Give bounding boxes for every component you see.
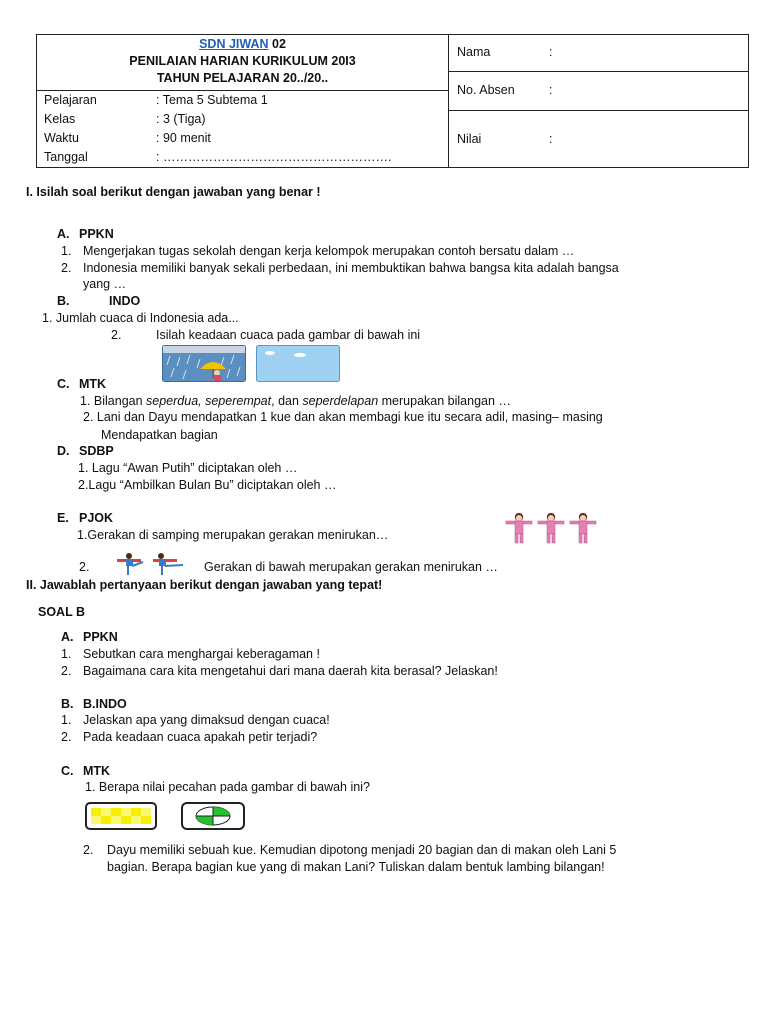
fraction-checker-image (85, 802, 157, 830)
part2-heading: II. Jawablah pertanyaan berikut dengan jawaban yang tepat! (26, 578, 383, 592)
rain-weather-image (162, 345, 246, 382)
p2-sec-a-title: PPKN (83, 630, 118, 644)
info-label-pelajaran: Pelajaran (44, 93, 97, 107)
fraction-circle-image (181, 802, 245, 830)
p2-c-q2-line2: bagian. Berapa bagian kue yang di makan Lani? Tuliskan dalam bentuk lambing bilangan! (107, 860, 605, 874)
b-q2-num: 2. (111, 328, 122, 342)
info-value-waktu: : 90 menit (156, 131, 211, 145)
no-absen-label: No. Absen (457, 83, 515, 97)
p2-b-q1: Jelaskan apa yang dimaksud dengan cuaca! (83, 713, 330, 727)
c-q2-line1: 2. Lani dan Dayu mendapatkan 1 kue dan akan membagi kue itu secara adil, masing– masing (83, 410, 603, 424)
c-q1: 1. Bilangan seperdua, seperempat, dan seperdelapan merupakan bilangan … (80, 394, 511, 408)
e-q2-num: 2. (79, 560, 90, 574)
info-label-waktu: Waktu (44, 131, 79, 145)
header-right-cell (449, 35, 749, 168)
nama-label: Nama (457, 45, 491, 59)
part1-heading: I. Isilah soal berikut dengan jawaban yang benar ! (26, 185, 321, 199)
c-q2-line2: Mendapatkan bagian (101, 428, 218, 442)
sec-a-label: A. (57, 227, 70, 241)
p2-sec-c-title: MTK (83, 764, 111, 778)
p2-a-q2: Bagaimana cara kita mengetahui dari mana daerah kita berasal? Jelaskan! (83, 664, 498, 678)
a-q2-line1: Indonesia memiliki banyak sekali perbedaan, ini membuktikan bahwa bangsa kita adalah bangsa (83, 261, 619, 275)
balance-pose-figures-image (113, 548, 189, 576)
p2-sec-a-label: A. (61, 630, 74, 644)
nama-colon: : (549, 45, 553, 59)
p2-sec-b-title: B.INDO (83, 697, 127, 711)
sec-c-title: MTK (79, 377, 107, 391)
school-number: 02 (268, 37, 286, 51)
e-q1: 1.Gerakan di samping merupakan gerakan menirukan… (77, 528, 389, 542)
school-link[interactable]: SDN JIWAN (199, 37, 269, 51)
a-q1: Mengerjakan tugas sekolah dengan kerja kelompok merupakan contoh bersatu dalam … (83, 244, 575, 258)
p2-sec-b-label: B. (61, 697, 74, 711)
info-value-pelajaran: : Tema 5 Subtema 1 (156, 93, 268, 107)
sec-e-title: PJOK (79, 511, 114, 525)
header-title-cell (37, 35, 449, 91)
a-q1-num: 1. (61, 244, 72, 258)
b-q1: 1. Jumlah cuaca di Indonesia ada... (42, 311, 239, 325)
sec-b-title: INDO (109, 294, 141, 308)
nilai-colon: : (549, 132, 553, 146)
a-q2-line2: yang … (83, 277, 127, 291)
p2-c-q2-num: 2. (83, 843, 94, 857)
p2-b-q2-num: 2. (61, 730, 72, 744)
soal-b-label: SOAL B (38, 605, 85, 619)
header-info-cell (37, 91, 449, 168)
header-table (36, 34, 749, 168)
e-q2: Gerakan di bawah merupakan gerakan menirukan … (204, 560, 498, 574)
sec-d-title: SDBP (79, 444, 114, 458)
info-label-tanggal: Tanggal (44, 150, 88, 164)
a-q2-num: 2. (61, 261, 72, 275)
b-q2: Isilah keadaan cuaca pada gambar di bawah ini (156, 328, 421, 342)
p2-c-q1: 1. Berapa nilai pecahan pada gambar di bawah ini? (85, 780, 370, 794)
p2-b-q1-num: 1. (61, 713, 72, 727)
sec-b-label: B. (57, 294, 70, 308)
clear-weather-image (256, 345, 340, 382)
sec-c-label: C. (57, 377, 70, 391)
nilai-label: Nilai (457, 132, 482, 146)
no-absen-colon: : (549, 83, 553, 97)
d-q1: 1. Lagu “Awan Putih” diciptakan oleh … (78, 461, 298, 475)
sec-d-label: D. (57, 444, 70, 458)
p2-b-q2: Pada keadaan cuaca apakah petir terjadi? (83, 730, 318, 744)
title-line-1: PENILAIAN HARIAN KURIKULUM 20I3 (129, 54, 356, 68)
p2-a-q2-num: 2. (61, 664, 72, 678)
arms-spread-figures-image (504, 510, 600, 546)
p2-c-q2-line1: Dayu memiliki sebuah kue. Kemudian dipotong menjadi 20 bagian dan di makan oleh Lani 5 (107, 843, 617, 857)
info-label-kelas: Kelas (44, 112, 76, 126)
sec-e-label: E. (57, 511, 69, 525)
d-q2: 2.Lagu “Ambilkan Bulan Bu” diciptakan oleh … (78, 478, 337, 492)
title-line-2: TAHUN PELAJARAN 20../20.. (156, 71, 329, 85)
p2-sec-c-label: C. (61, 764, 74, 778)
info-value-tanggal: : ………………………………………………. (156, 150, 392, 164)
p2-a-q1: Sebutkan cara menghargai keberagaman ! (83, 647, 320, 661)
sec-a-title: PPKN (79, 227, 114, 241)
info-value-kelas: : 3 (Tiga) (156, 112, 206, 126)
p2-a-q1-num: 1. (61, 647, 72, 661)
